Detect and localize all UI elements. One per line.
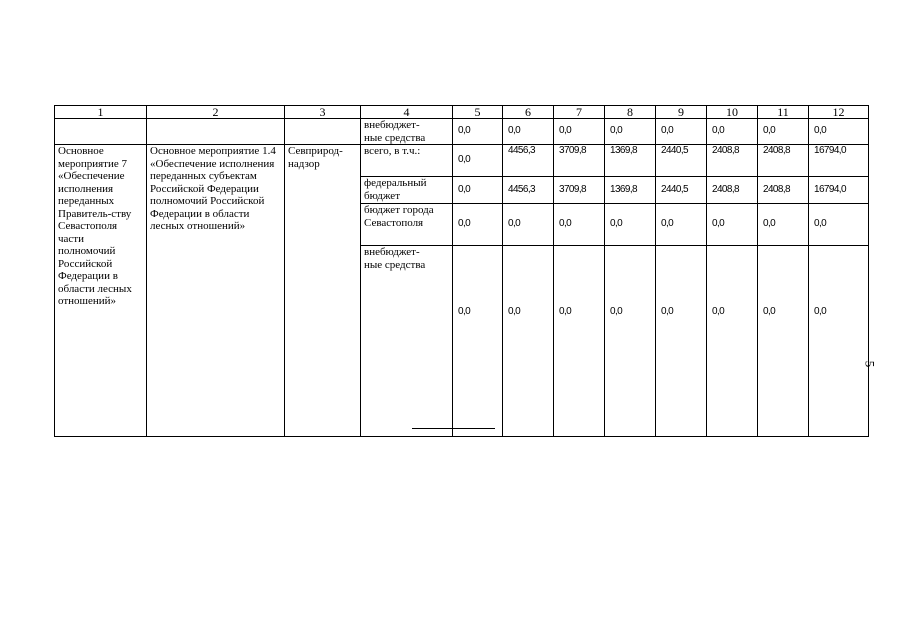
value-cell: 0,0 (554, 119, 605, 145)
value-cell: 2408,8 (707, 145, 758, 177)
value-cell: 0,0 (656, 246, 707, 437)
column-header: 4 (361, 106, 453, 119)
funding-source: всего, в т.ч.: (361, 145, 453, 177)
page-number: 5 (862, 360, 878, 368)
value-cell: 1369,8 (605, 145, 656, 177)
value-cell: 0,0 (758, 246, 809, 437)
column-header: 8 (605, 106, 656, 119)
table-row (55, 145, 869, 177)
value-cell: 0,0 (809, 204, 869, 246)
value-cell: 0,0 (809, 119, 869, 145)
value-cell: 0,0 (453, 177, 503, 204)
column-header: 1 (55, 106, 147, 119)
value-cell: 0,0 (707, 204, 758, 246)
value-cell: 0,0 (554, 246, 605, 437)
table-header-row (55, 106, 869, 119)
value-cell: 4456,3 (503, 177, 554, 204)
funding-source: внебюджет- ные средства (361, 246, 453, 437)
empty-cell (55, 119, 147, 145)
value-cell: 0,0 (605, 246, 656, 437)
column-header: 9 (656, 106, 707, 119)
sub-activity-cell: Основное мероприятие 1.4 «Обеспечение исполнения переданных субъектам Российской Федерации полномочий Российской Федерации в области лесных отношений» (147, 145, 285, 437)
value-cell: 4456,3 (503, 145, 554, 177)
value-cell: 0,0 (707, 246, 758, 437)
value-cell: 3709,8 (554, 145, 605, 177)
column-header: 10 (707, 106, 758, 119)
value-cell: 0,0 (503, 204, 554, 246)
value-cell: 0,0 (554, 204, 605, 246)
funding-source: федеральный бюджет (361, 177, 453, 204)
value-cell: 0,0 (605, 119, 656, 145)
value-cell: 0,0 (503, 246, 554, 437)
empty-cell (285, 119, 361, 145)
value-cell: 0,0 (453, 145, 503, 177)
funding-source: внебюджет- ные средства (361, 119, 453, 145)
table-row (55, 119, 869, 145)
value-cell: 0,0 (453, 246, 503, 437)
column-header: 6 (503, 106, 554, 119)
value-cell: 0,0 (758, 204, 809, 246)
value-cell: 0,0 (707, 119, 758, 145)
executor-cell: Севприрод-надзор (285, 145, 361, 437)
value-cell: 2440,5 (656, 145, 707, 177)
column-header: 2 (147, 106, 285, 119)
value-cell: 0,0 (656, 204, 707, 246)
funding-source: бюджет города Севастополя (361, 204, 453, 246)
end-divider-line (412, 428, 495, 429)
main-activity-cell: Основное мероприятие 7 «Обеспечение исполнения переданных Правитель-ству Севастополя части полномочий Российской Федерации в области лесных отношений» (55, 145, 147, 437)
value-cell: 0,0 (503, 119, 554, 145)
value-cell: 0,0 (656, 119, 707, 145)
value-cell: 2408,8 (707, 177, 758, 204)
value-cell: 3709,8 (554, 177, 605, 204)
empty-cell (147, 119, 285, 145)
value-cell: 2408,8 (758, 177, 809, 204)
value-cell: 2408,8 (758, 145, 809, 177)
value-cell: 2440,5 (656, 177, 707, 204)
column-header: 12 (809, 106, 869, 119)
column-header: 7 (554, 106, 605, 119)
column-header: 11 (758, 106, 809, 119)
value-cell: 0,0 (809, 246, 869, 437)
value-cell: 0,0 (605, 204, 656, 246)
value-cell: 16794,0 (809, 145, 869, 177)
value-cell: 0,0 (758, 119, 809, 145)
column-header: 5 (453, 106, 503, 119)
value-cell: 16794,0 (809, 177, 869, 204)
value-cell: 0,0 (453, 204, 503, 246)
column-header: 3 (285, 106, 361, 119)
value-cell: 1369,8 (605, 177, 656, 204)
budget-table (54, 105, 869, 437)
value-cell: 0,0 (453, 119, 503, 145)
